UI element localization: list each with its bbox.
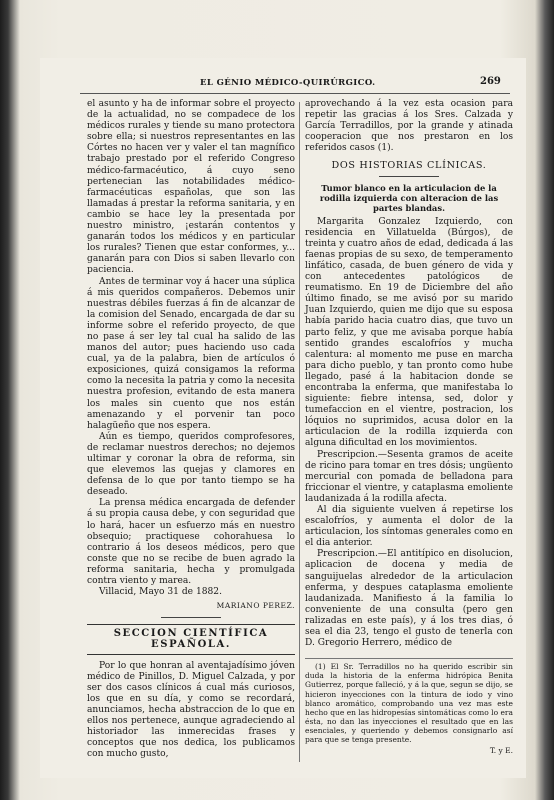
paragraph: Por lo que honran al aventajadísimo jóven médico de Pinillos, D. Miguel Calzada, y por ser dos casos clínicos á cual más curiosos, los que en su día, y como se recordará, anunciamos, hecha abstraccion de lo que en ellos nos pertenece, aunque agradeciendo al historiador las inmerecidas frases y conceptos que nos dedica, los publicamos con mucho gusto, — [87, 660, 295, 760]
article-title: DOS HISTORIAS CLÍNICAS. — [331, 160, 487, 172]
paragraph: La prensa médica encargada de defender á su propia causa debe, y con seguridad que lo hará, hacer un esfuerzo más en nuestro obsequio; practiquese cohorahuesa lo contrario á los deseos médicos, pero que conste que no se recibe de buen agrado la reforma sanitaria, hecha y promulgada contra viento y marea. — [87, 498, 295, 587]
left-column — [87, 99, 295, 760]
paragraph: Prescripcion.—El antitípico en disolucion, aplicacion de docena y media de sanguijuelas alrededor de la articulacion enferma, y despues cataplasma emoliente laudanizada. Manifiesto á la familia lo conveniente de una consulta (pero gen ralizadas en este país), y á los tres dias, ó sea el dia 23, tengo el gusto de tenerla con D. Gregorio Herrero, médico de — [305, 549, 513, 649]
right-column — [305, 99, 513, 755]
footnote-text: (1) El Sr. Terradillos no ha querido escribir sin duda la historia de la enferma hidrópica Benita Gutierrez, porque falleció, y á la que, segun se dijo, se hicieron inyecciones con la tintura de iodo y vino blanco aromático, comprobando una vez mas este hecho que en las hidropesías sintomáticas como lo era ésta, no dan las inyecciones el resultado que en las esenciales, y queriendo y debemos consignarlo así para que se tenga presente. — [305, 662, 513, 744]
paragraph: Al dia siguiente vuelven á repetirse los escalofríos, y aumenta el dolor de la articulacion, los síntomas generales como en el dia anterior. — [305, 505, 513, 549]
paragraph: Aún es tiempo, queridos comprofesores, de reclamar nuestros derechos; no dejemos ultimar y coronar la obra de reforma, sin que elevemos las quejas y clamores en defensa de lo que por tanto tiempo se ha deseado. — [87, 431, 295, 498]
footnote-signature: T. y E. — [489, 746, 513, 756]
article-subtitle: Tumor blanco en la articulacion de la rodilla izquierda con alteracion de las partes blandas. — [319, 182, 499, 213]
author-signature: MARIANO PEREZ. — [216, 601, 295, 611]
footnote — [305, 658, 513, 755]
document-page — [40, 58, 526, 778]
paragraph: el asunto y ha de informar sobre el proyecto de la actualidad, no se compadece de los médicos rurales y tiende su mano protectora sobre ella; si nuestros representantes en las Córtes no hacen ver y valer el tan magnífico trabajo prestado por el referido Congreso médico-farmacéutico, á cuyo seno pertenecian las notabilidades médico-farmacéuticas españolas, que son las llamadas á prestar la reforma sanitaria, y en cambio se hace ley la presentada por nuestro ministro, ¡estarán contentos y ganarán todos los médicos y en particular los rurales? Tienen que estar conformes, y... ganarán para con Dios si saben llevarlo con paciencia. — [87, 99, 295, 276]
divider — [379, 176, 439, 177]
divider — [161, 617, 221, 618]
column-divider — [299, 102, 300, 762]
paragraph: aprovechando á la vez esta ocasion para repetir las gracias á los Sres. Calzada y García Terradillos, por la grande y atinada cooperacion que nos prestaron en los referidos casos (1). — [305, 99, 513, 154]
paragraph: Antes de terminar voy á hacer una súplica á mis queridos compañeros. Debemos unir nuestras débiles fuerzas á fin de alcanzar de la comision del Senado, encargada de dar su informe sobre el referido proyecto, de que no pase á ser ley tal cual ha salido de las manos del autor; pues haciendo uso cada cual, ya de la palabra, bien de artículos ó exposiciones, quizá consigamos la reforma como la necesita la patria y como la necesita nuestra profesion, evitando de esta manera los males sin cuento que nos están amenazando y el porvenir tan poco halagüeño que nos espera. — [87, 276, 295, 431]
closing-line: Villacid, Mayo 31 de 1882. — [99, 587, 222, 598]
running-title: EL GÉNIO MÉDICO-QUIRÚRGICO. — [200, 78, 376, 88]
section-heading: SECCION CIENTÍFICA ESPAÑOLA. — [87, 624, 295, 654]
paragraph: Prescripcion.—Sesenta gramos de aceite de ricino para tomar en tres dósis; ungüento mercurial con pomada de belladona para friccionar el vientre, y cataplasma emoliente laudanizada á la rodilla afecta. — [305, 449, 513, 504]
paragraph: Margarita Gonzalez Izquierdo, con residencia en Villatuelda (Búrgos), de treinta y cuatro años de edad, dedicada á las faenas propias de su sexo, de temperamento linfático, casada, de buen género de vida y con antecedentes patológicos de reumatismo. En 19 de Diciembre del año último finado, se me avisó por su marido Juan Izquierdo, quien me dijo que su esposa había parido hacia cuatro dias, que tuvo un parto feliz, y que me avisaba porque había sentido grandes escalofríos y mucha calentura: al momento me puse en marcha para dicho pueblo, y tan pronto como hube llegado, pasé á la habitacion donde se encontraba la enferma, que manifestaba lo siguiente: fiebre intensa, sed, dolor y tumefaccion en el vientre, postracion, los lóquios no suprimidos, acusa dolor en la articulacion de la rodilla izquierda con alguna dificultad en los movimientos. — [305, 216, 513, 449]
header-rule — [80, 93, 510, 94]
page-number: 269 — [480, 76, 501, 87]
